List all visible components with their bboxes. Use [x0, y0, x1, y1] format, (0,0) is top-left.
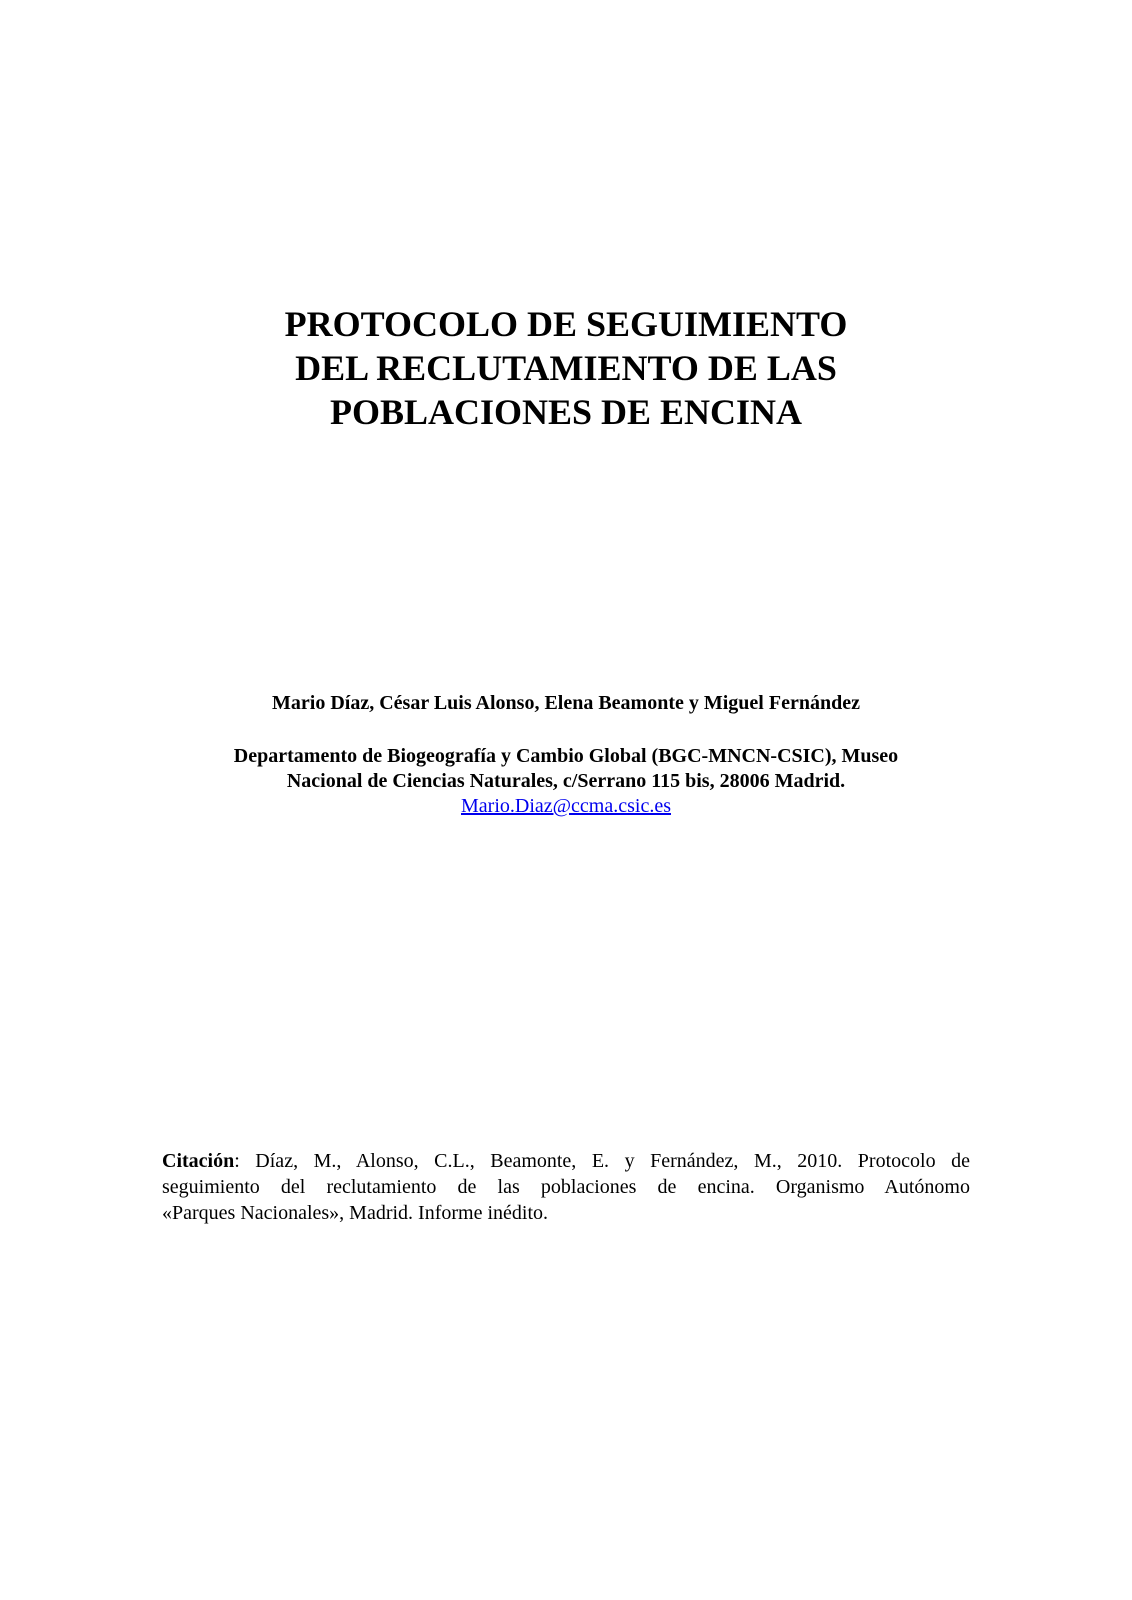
title-line-3: POBLACIONES DE ENCINA: [329, 392, 803, 432]
email-link[interactable]: Mario.Diaz@ccma.csic.es: [461, 795, 671, 817]
affiliation-line-1: Departamento de Biogeografía y Cambio Global (BGC-MNCN-CSIC), Museo: [233, 745, 899, 767]
title-line-2: DEL RECLUTAMIENTO DE LAS: [295, 348, 837, 388]
citation-line-1: [162, 1148, 970, 1174]
citation-label: Citación: [162, 1150, 235, 1172]
affiliation-block: [0, 744, 1132, 819]
citation-paragraph: [162, 1148, 970, 1226]
citation-line-3: «Parques Nacionales», Madrid. Informe inédito.: [162, 1202, 549, 1224]
affiliation-line-2: Nacional de Ciencias Naturales, c/Serrano 115 bis, 28006 Madrid.: [286, 770, 846, 792]
document-title: [0, 302, 1132, 434]
citation-text-1: : Díaz, M., Alonso, C.L., Beamonte, E. y Fernández, M., 2010. Protocolo de: [234, 1150, 970, 1172]
authors-line: Mario Díaz, César Luis Alonso, Elena Beamonte y Miguel Fernández: [272, 692, 860, 714]
citation-line-2: seguimiento del reclutamiento de las poblaciones de encina. Organismo Autónomo: [162, 1176, 970, 1198]
title-line-1: PROTOCOLO DE SEGUIMIENTO: [284, 304, 848, 344]
